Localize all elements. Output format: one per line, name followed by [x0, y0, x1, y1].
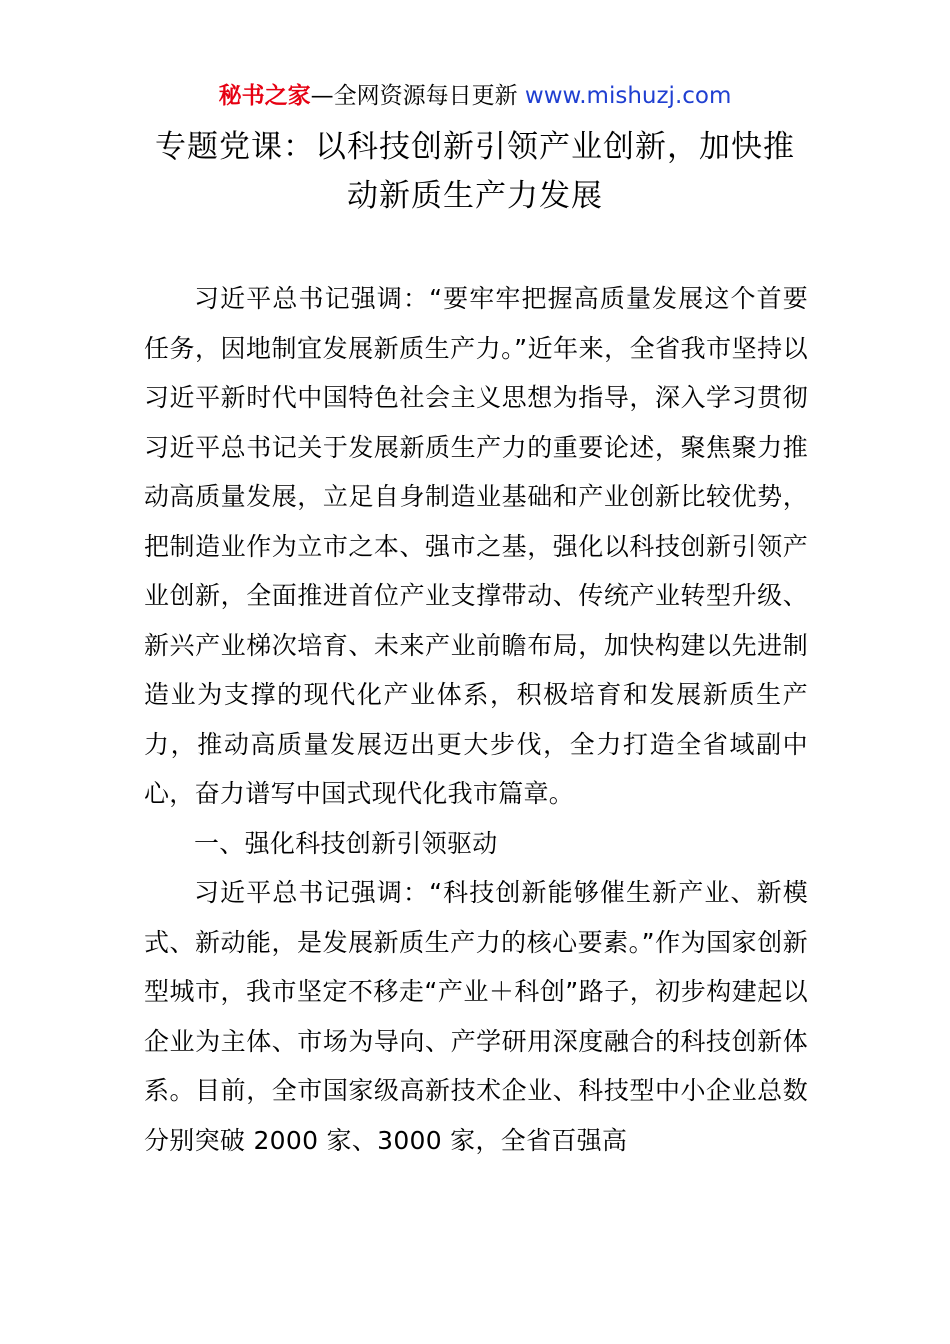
body-paragraph-section-1: 习近平总书记强调：“科技创新能够催生新产业、新模式、新动能，是发展新质生产力的核心要素。”作为国家创新型城市，我市坚定不移走“产业＋科创”路子，初步构建起以企业为主体、市场为导向、产学研用深度融合的科技创新体系。目前，全市国家级高新技术企业、科技型中小企业总数分别突破 2000 家、3000 家，全省百强高	[144, 878, 808, 1155]
document-title: 专题党课：以科技创新引领产业创新，加快推动新质生产力发展	[155, 129, 795, 214]
site-brand: 秘书之家	[218, 83, 311, 109]
site-header	[0, 80, 950, 112]
body-paragraph-intro: 习近平总书记强调：“要牢牢把握高质量发展这个首要任务，因地制宜发展新质生产力。”近年来，全省我市坚持以习近平新时代中国特色社会主义思想为指导，深入学习贯彻习近平总书记关于发展新质生产力的重要论述，聚焦聚力推动高质量发展，立足自身制造业基础和产业创新比较优势，把制造业作为立市之本、强市之基，强化以科技创新引领产业创新，全面推进首位产业支撑带动、传统产业转型升级、新兴产业梯次培育、未来产业前瞻布局，加快构建以先进制造业为支撑的现代化产业体系，积极培育和发展新质生产力，推动高质量发展迈出更大步伐，全力打造全省域副中心，奋力谱写中国式现代化我市篇章。	[144, 284, 808, 808]
document-body	[144, 274, 808, 1165]
site-url-link[interactable]: www.mishuzj.com	[524, 83, 732, 109]
section-heading: 一、强化科技创新引领驱动	[194, 828, 498, 858]
site-tagline: —全网资源每日更新	[310, 83, 525, 109]
